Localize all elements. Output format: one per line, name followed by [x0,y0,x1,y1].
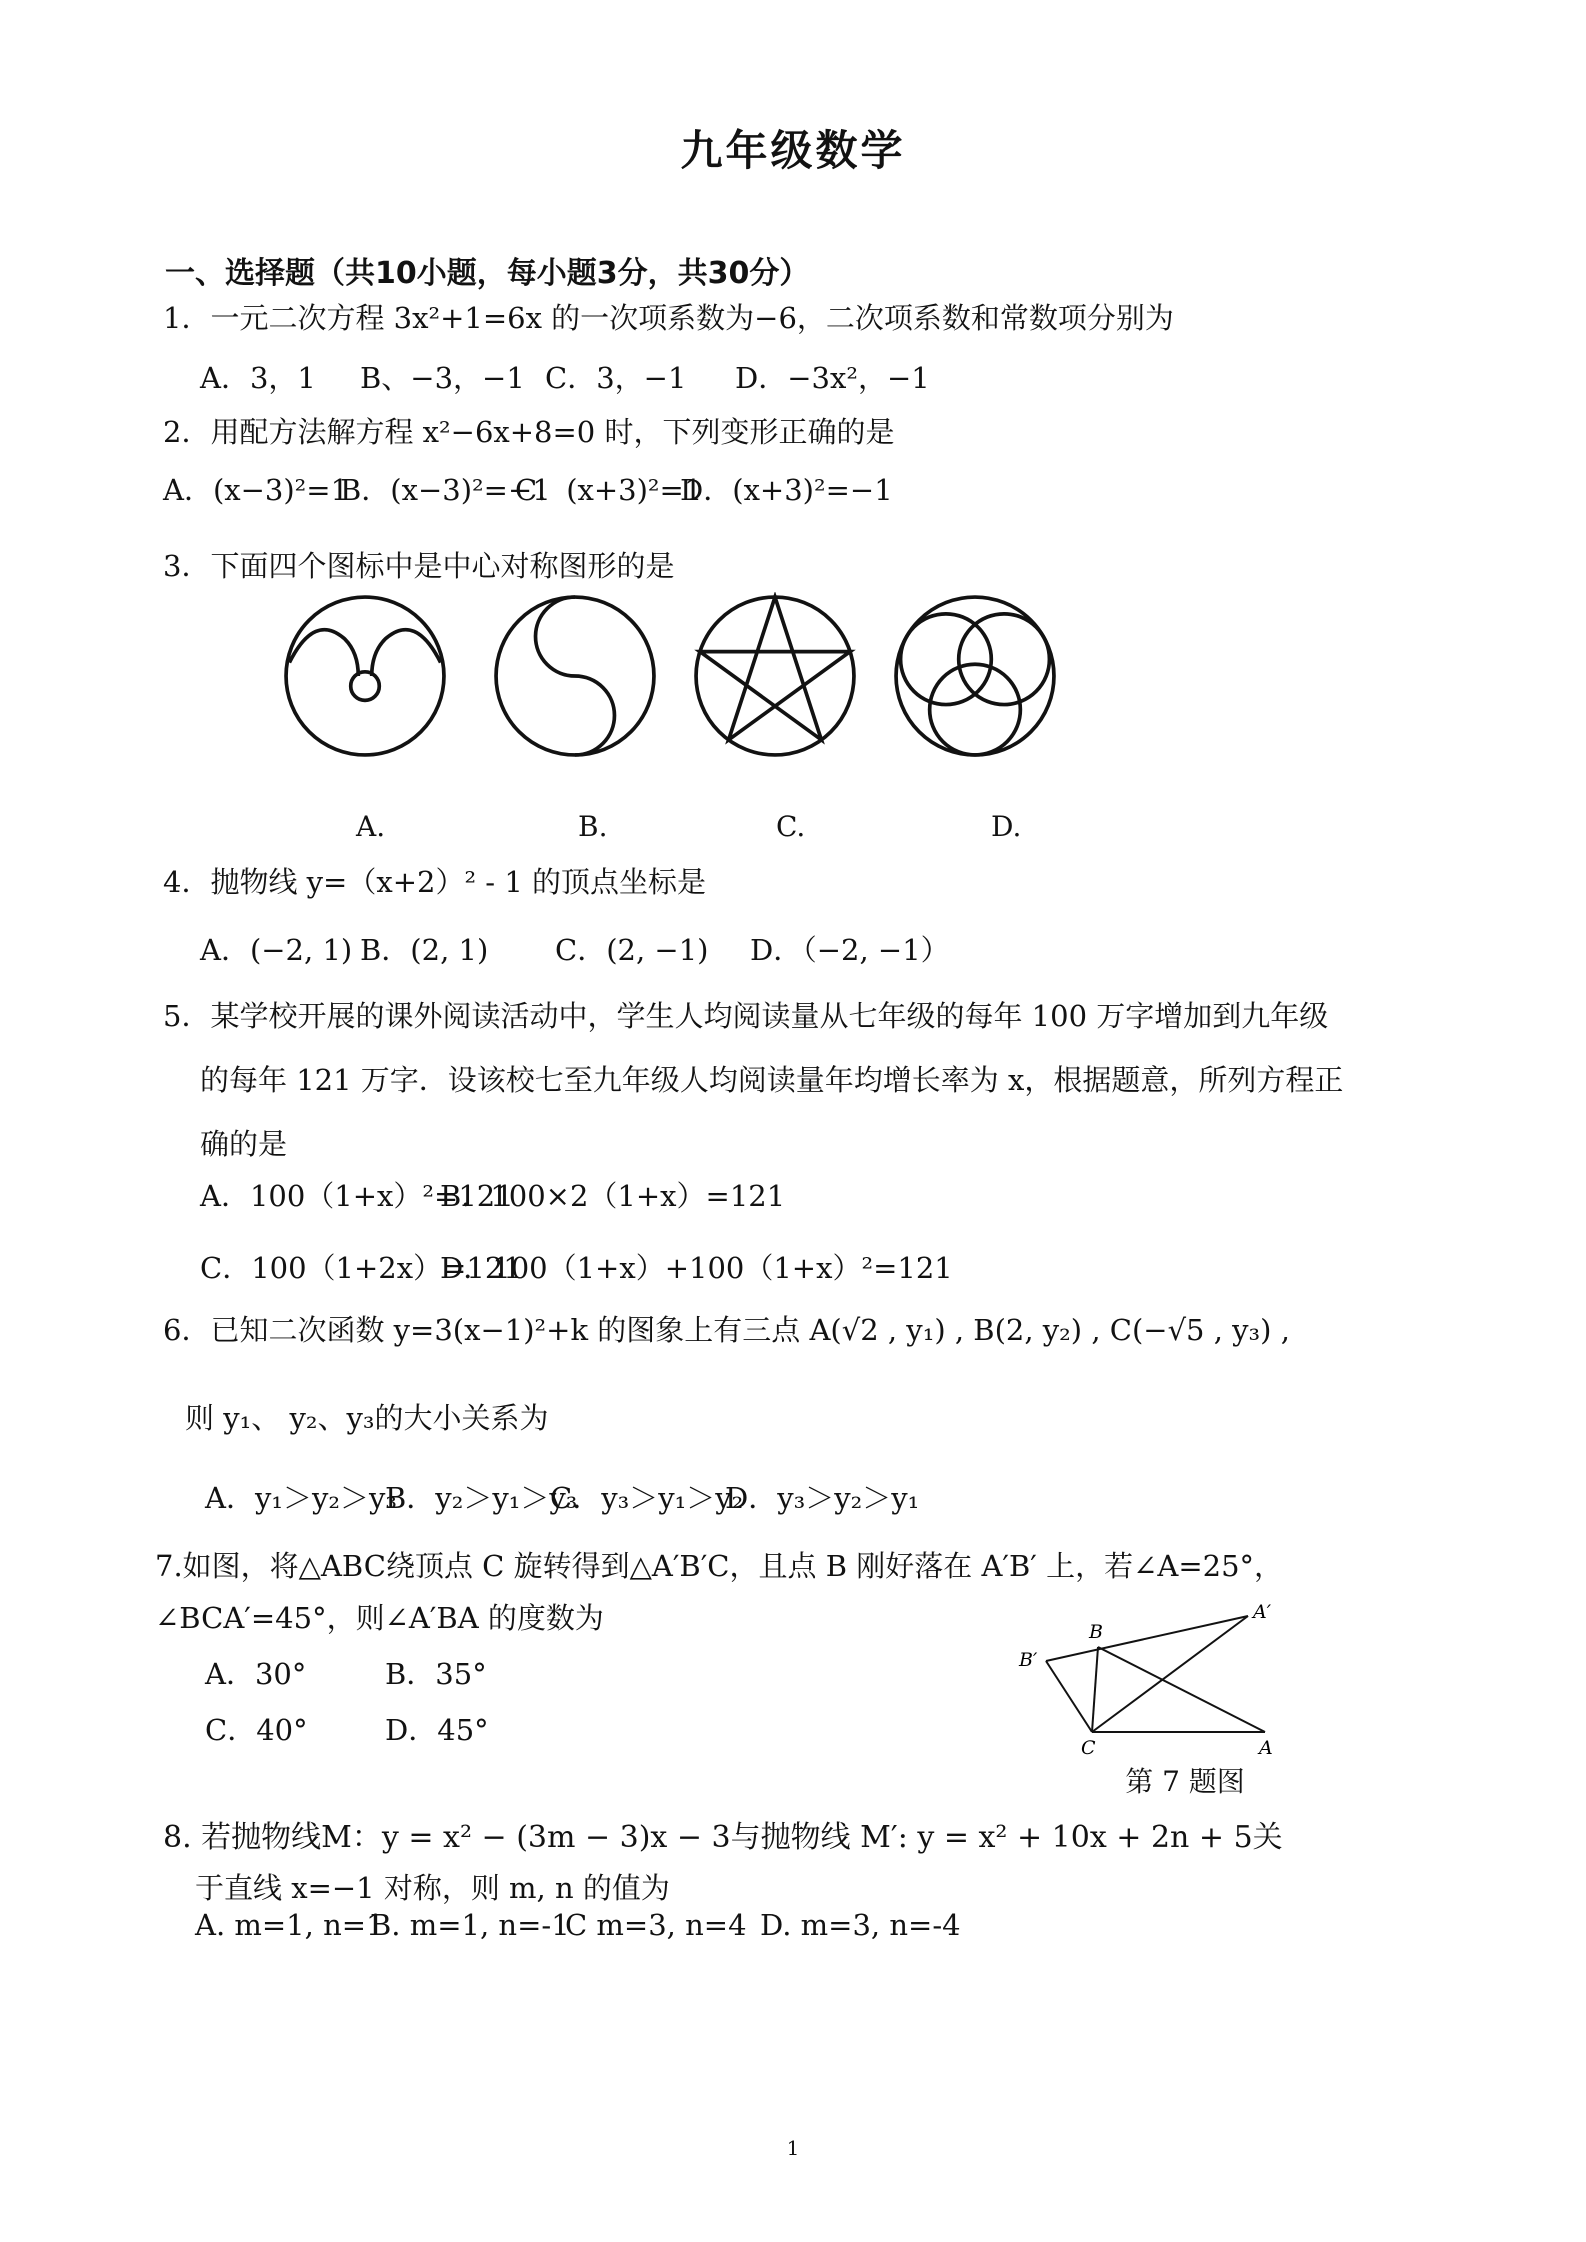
page-title: 九年级数学 [680,126,906,175]
q5-stem-line2: 的每年 121 万字．设该校七至九年级人均阅读量年均增长率为 x，根据题意，所列方程正 [200,1063,1344,1097]
q8-option-c: C m=3, n=4 [565,1908,747,1942]
q3-icon-row [281,592,1059,760]
q8-option-b: B. m=1, n=-1 [370,1908,570,1942]
q6-stem-line2: 则 y₁、 y₂、y₃的大小关系为 [185,1401,549,1435]
q8-option-a: A. m=1, n=1 [195,1908,385,1942]
q5-option-c: C．100（1+2x）=121 [200,1251,522,1285]
q4-options [200,928,950,969]
q7-figure [1005,1588,1305,1773]
q7-option-b: B．35° [385,1657,487,1691]
q7-figure-caption: 第 7 题图 [1125,1765,1245,1798]
q2-option-c: C．(x+3)²=1 [515,473,703,507]
q4-option-a: A．(−2, 1) [200,933,353,967]
q6-option-a: A．y₁＞y₂＞y₃ [205,1481,397,1515]
q1-option-d: D．−3x²，−1 [735,361,930,395]
q2-option-b: B．(x−3)²=−1 [340,473,551,507]
q7-options-row2 [205,1708,489,1749]
q5-option-a: A．100（1+x）²=121 [200,1179,514,1213]
q4-option-c: C．(2, −1) [555,933,709,967]
section-heading: 一、选择题（共10小题，每小题3分，共30分） [165,256,810,291]
q2-option-d: D．(x+3)²=−1 [680,473,893,507]
point-label-a: A [1259,1737,1273,1759]
point-label-a-prime: A′ [1253,1601,1272,1623]
q7-stem-line2: ∠BCA′=45°，则∠A′BA 的度数为 [155,1601,604,1635]
q6-stem-line1: 6．已知二次函数 y=3(x−1)²+k 的图象上有三点 A(√2 , y₁) , B(2, y₂) , C(−√5 , y₃) , [163,1313,1290,1347]
page-number: 1 [786,2136,800,2160]
star-circle-icon [691,592,859,760]
q5-options-row1 [200,1174,785,1215]
q6-option-d: D．y₃＞y₂＞y₁ [725,1481,920,1515]
q3-label-a: A. [356,810,386,843]
point-label-c: C [1081,1737,1096,1759]
q1-stem: 1．一元二次方程 3x²+1=6x 的一次项系数为−6，二次项系数和常数项分别为 [163,301,1174,335]
q5-option-d: D．100（1+x）+100（1+x）²=121 [440,1251,953,1285]
q6-option-c: C．y₃＞y₁＞y₂ [550,1481,744,1515]
q3-label-c: C. [776,810,806,843]
triangle-rotation-figure [1005,1588,1305,1773]
q1-options [200,356,930,397]
q3-choice-a-figure [281,592,449,760]
trefoil-icon [891,592,1059,760]
q8-options [195,1908,961,1942]
q8-stem-line1: 8. 若抛物线M：y = x² − (3m − 3)x − 3与抛物线 M′: y = x² + 10x + 2n + 5关 [163,1820,1283,1855]
q1-option-a: A．3，1 [200,361,316,395]
q6-option-b: B．y₂＞y₁＞y₃ [385,1481,578,1515]
q5-option-b: B．100×2（1+x）=121 [440,1179,786,1213]
q3-choice-c-figure [691,592,859,760]
q6-options [205,1476,919,1517]
q4-option-d: D．（−2, −1） [750,933,950,967]
q8-stem-line2: 于直线 x=−1 对称，则 m, n 的值为 [195,1871,670,1905]
q7-option-a: A．30° [205,1657,307,1691]
q7-option-d: D．45° [385,1713,489,1747]
point-label-b-prime: B′ [1019,1649,1038,1671]
q7-option-c: C．40° [205,1713,308,1747]
point-label-b: B [1089,1621,1103,1643]
q7-stem-line1: 7.如图，将△ABC绕顶点 C 旋转得到△A′B′C，且点 B 刚好落在 A′B′ 上，若∠A=25°， [155,1549,1284,1583]
q3-choice-b-figure [491,592,659,760]
q2-options [163,468,893,509]
q1-option-c: C．3，−1 [545,361,687,395]
face-curves-icon [281,592,449,760]
q2-option-a: A．(x−3)²=1 [163,473,350,507]
q8-option-d: D. m=3, n=-4 [760,1908,961,1942]
q3-stem: 3．下面四个图标中是中心对称图形的是 [163,549,675,583]
q2-stem: 2．用配方法解方程 x²−6x+8=0 时，下列变形正确的是 [163,415,895,449]
q4-stem: 4．抛物线 y=（x+2）² - 1 的顶点坐标是 [163,865,706,899]
q3-choice-d-figure [891,592,1059,760]
q5-stem-line3: 确的是 [200,1127,288,1161]
q5-options-row2 [200,1246,953,1287]
q4-option-b: B．(2, 1) [360,933,489,967]
q3-label-d: D. [991,810,1022,843]
q5-stem-line1: 5．某学校开展的课外阅读活动中，学生人均阅读量从七年级的每年 100 万字增加到九年级 [163,999,1329,1033]
q3-label-b: B. [578,810,608,843]
q1-option-b: B、−3，−1 [360,361,525,395]
q7-options-row1 [205,1652,487,1693]
yin-yang-icon [491,592,659,760]
